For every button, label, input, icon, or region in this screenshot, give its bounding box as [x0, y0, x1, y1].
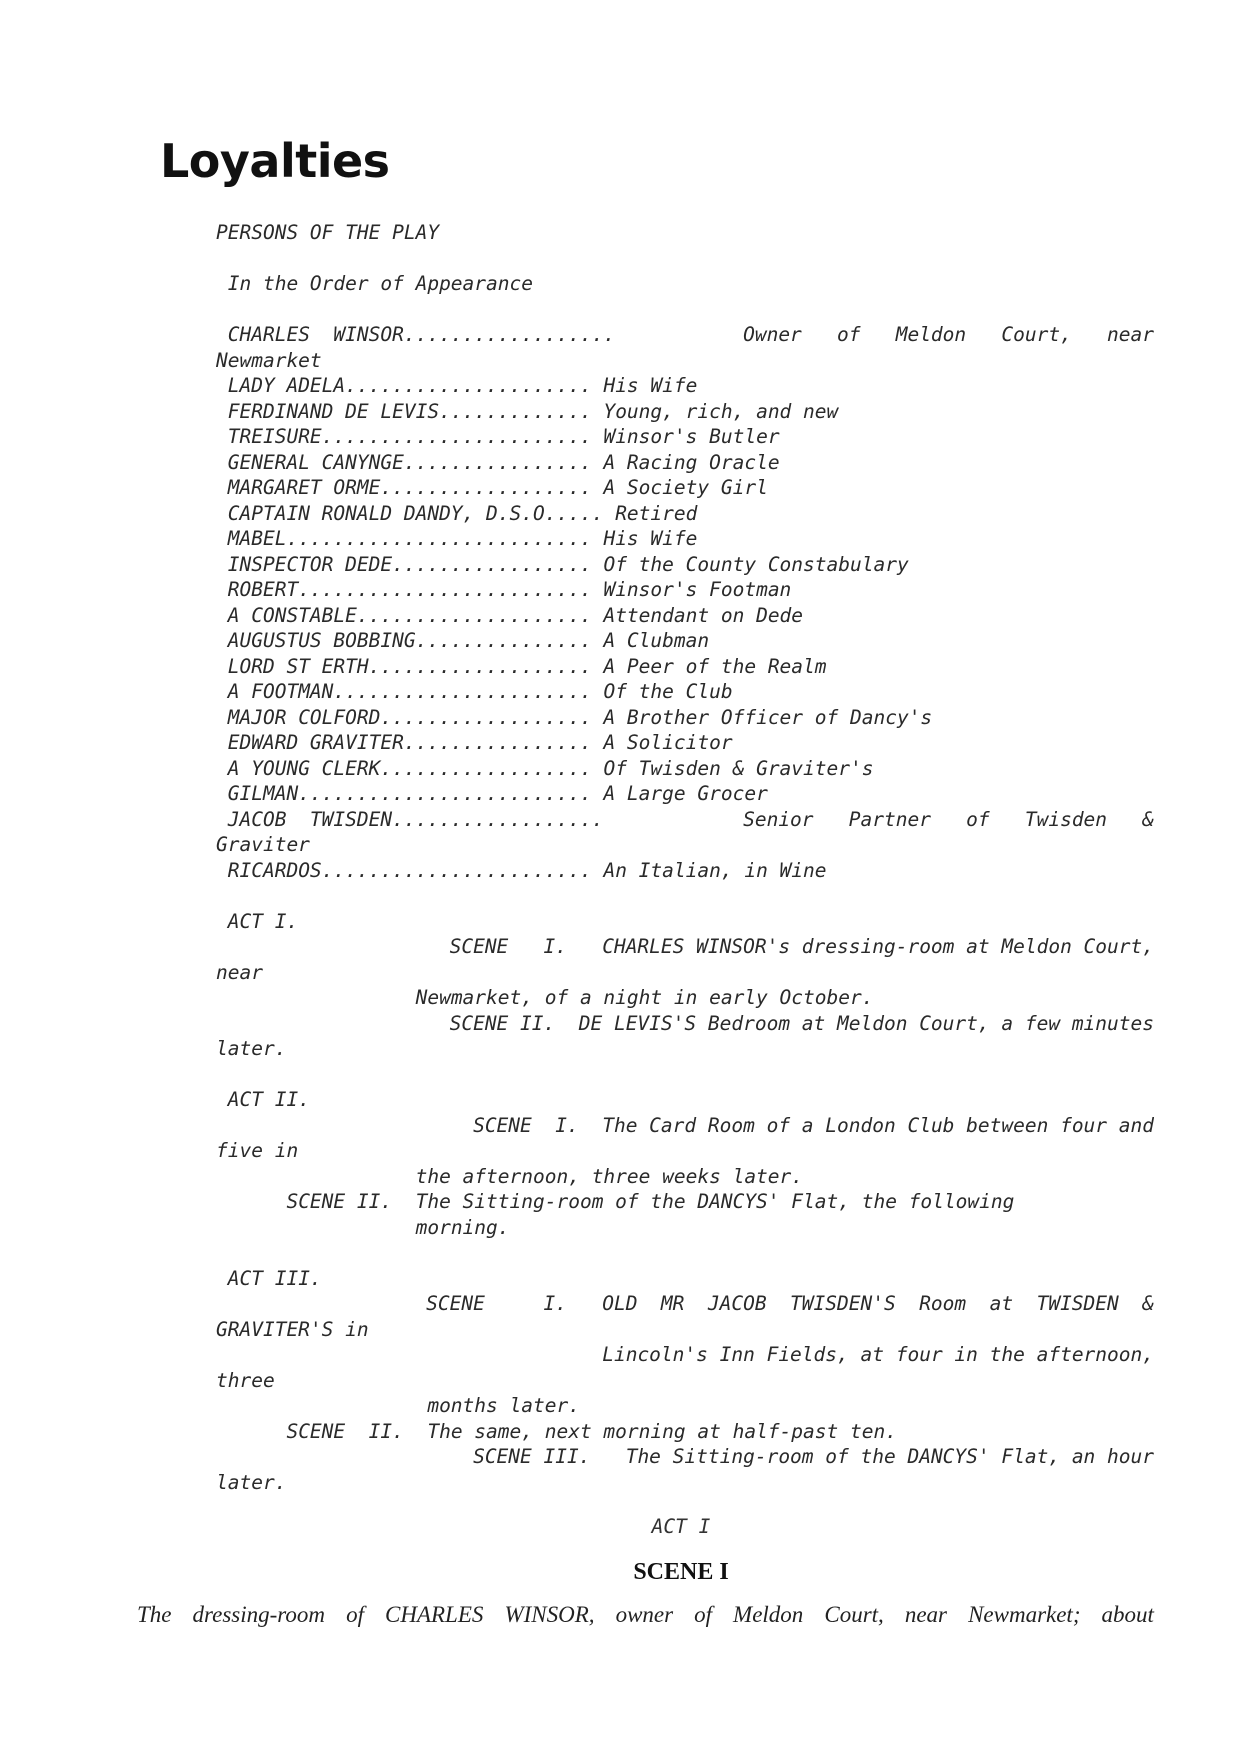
cast-name: GILMAN......................... [227, 782, 592, 805]
scene-line: later. [216, 1037, 287, 1060]
front-matter [216, 220, 1154, 1495]
scene-line: five in [216, 1139, 299, 1162]
cast-role: Retired [615, 501, 698, 525]
cast-role: A Peer of the Realm [603, 654, 827, 678]
persons-heading: PERSONS OF THE PLAY [216, 221, 440, 244]
scene-line: the afternoon, three weeks later. [415, 1164, 804, 1188]
cast-role: A Clubman [603, 629, 710, 652]
cast-name: MARGARET ORME.................. [227, 476, 592, 499]
cast-role-continued: Graviter [216, 833, 310, 856]
cast-role: Winsor's Footman [603, 578, 792, 601]
stage-direction: The dressing-room of CHARLES WINSOR, owner of Meldon Court, near Newmarket; about [137, 1602, 1154, 1627]
scene-line: three [216, 1368, 275, 1392]
cast-entry [216, 450, 1154, 476]
cast-role: A Society Girl [603, 476, 768, 499]
scene-line: months later. [427, 1394, 580, 1417]
cast-name: ROBERT......................... [227, 578, 592, 601]
cast-name: LADY ADELA..................... [227, 374, 592, 397]
cast-role: A Brother Officer of Dancy's [603, 705, 933, 729]
cast-role: Of Twisden & Graviter's [603, 756, 874, 780]
cast-name: A FOOTMAN...................... [227, 680, 592, 703]
act-label: ACT III. [227, 1266, 322, 1290]
cast-name: FERDINAND DE LEVIS............. [227, 399, 592, 423]
cast-entry [216, 501, 1154, 527]
cast-name: EDWARD GRAVITER................ [227, 731, 592, 754]
scene-line: SCENE II. DE LEVIS'S Bedroom at Meldon Court, a few minutes [449, 1011, 1154, 1035]
cast-name: MAJOR COLFORD.................. [227, 705, 592, 729]
cast-entry [216, 679, 1154, 705]
scene-line: morning. [415, 1215, 510, 1239]
cast-name: AUGUSTUS BOBBING............... [227, 629, 592, 652]
cast-name: JACOB TWISDEN.................. [227, 807, 604, 831]
cast-role: Of the Club [603, 680, 733, 703]
cast-name: A CONSTABLE.................... [227, 603, 592, 627]
scene-line: SCENE II. The same, next morning at half-past ten. [286, 1419, 897, 1443]
cast-role: Young, rich, and new [603, 399, 839, 423]
cast-name: TREISURE....................... [227, 425, 592, 448]
act-heading: ACT I [651, 1515, 711, 1538]
cast-entry [216, 756, 1154, 782]
cast-role: His Wife [603, 374, 698, 397]
cast-role: Winsor's Butler [603, 425, 780, 448]
cast-entry [216, 552, 1154, 578]
cast-entry [216, 730, 1154, 756]
cast-name: INSPECTOR DEDE................. [227, 552, 592, 576]
scene-line: Newmarket, of a night in early October. [415, 986, 874, 1009]
cast-entry [216, 858, 1154, 884]
cast-entry [216, 322, 1154, 348]
act-label: ACT I. [227, 909, 299, 933]
cast-role: Senior Partner of Twisden & [743, 807, 1154, 831]
scene-line: near [216, 960, 263, 984]
cast-entry [216, 807, 1154, 833]
scene-line: SCENE I. OLD MR JACOB TWISDEN'S Room at TWISDEN & [426, 1292, 1154, 1315]
cast-role: A Racing Oracle [603, 450, 780, 474]
cast-entry [216, 781, 1154, 807]
scene-heading: SCENE I [633, 1559, 729, 1585]
play-title: Loyalties [160, 134, 390, 188]
cast-role: Attendant on Dede [603, 603, 804, 627]
scene-line: SCENE I. The Card Room of a London Club between four and [473, 1113, 1154, 1137]
scene-line: Lincoln's Inn Fields, at four in the afternoon, [602, 1343, 1154, 1366]
order-heading: In the Order of Appearance [227, 272, 533, 295]
scene-line: SCENE II. The Sitting-room of the DANCYS' Flat, the following [286, 1190, 1015, 1213]
cast-name: MABEL.......................... [227, 527, 592, 550]
cast-role: A Solicitor [603, 731, 733, 754]
scene-line: SCENE III. The Sitting-room of the DANCYS' Flat, an hour [473, 1445, 1154, 1468]
scene-line: later. [216, 1470, 287, 1494]
cast-entry [216, 628, 1154, 654]
act-label: ACT II. [227, 1088, 310, 1111]
cast-entry [216, 654, 1154, 680]
cast-entry [216, 399, 1154, 425]
cast-entry [216, 526, 1154, 552]
cast-entry [216, 424, 1154, 450]
cast-name: LORD ST ERTH................... [227, 654, 592, 678]
cast-role: An Italian, in Wine [603, 858, 827, 882]
cast-entry [216, 373, 1154, 399]
scene-line: SCENE I. CHARLES WINSOR's dressing-room at Meldon Court, [449, 935, 1154, 958]
cast-entry [216, 603, 1154, 629]
cast-entry [216, 577, 1154, 603]
cast-role: His Wife [603, 527, 698, 550]
cast-name: RICARDOS....................... [227, 858, 592, 882]
cast-name: GENERAL CANYNGE................ [227, 450, 592, 474]
cast-list [216, 322, 1154, 883]
scene-line: GRAVITER'S in [216, 1317, 369, 1341]
cast-name: CAPTAIN RONALD DANDY, D.S.O..... [227, 501, 604, 525]
cast-name: CHARLES WINSOR.................. [227, 323, 616, 346]
cast-role: Owner of Meldon Court, near [743, 323, 1154, 346]
cast-entry [216, 475, 1154, 501]
cast-role: Of the County Constabulary [603, 552, 909, 576]
cast-name: A YOUNG CLERK.................. [227, 756, 592, 780]
cast-role-continued: Newmarket [216, 348, 322, 372]
cast-role: A Large Grocer [603, 782, 768, 805]
cast-entry [216, 705, 1154, 731]
